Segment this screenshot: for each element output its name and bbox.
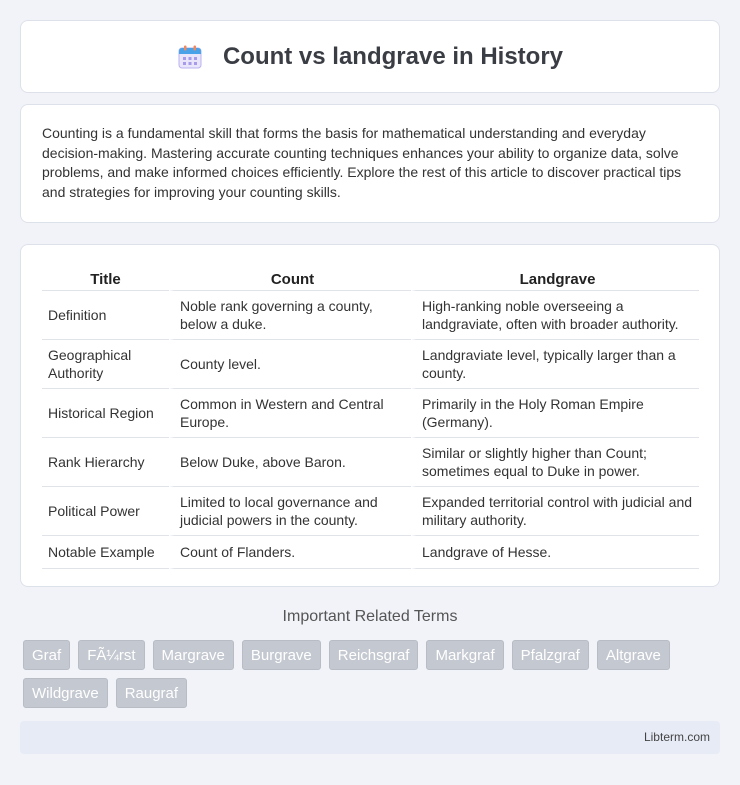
related-term-tag[interactable]: Reichsgraf: [329, 640, 419, 670]
related-term-tag[interactable]: Wildgrave: [23, 678, 108, 708]
related-term-tag[interactable]: Graf: [23, 640, 70, 670]
table-row: [42, 438, 699, 487]
related-terms-title: Important Related Terms: [282, 608, 458, 625]
comparison-table-card: [20, 244, 720, 587]
count-cell: Below Duke, above Baron.: [169, 438, 411, 487]
related-term-tag[interactable]: FÃ¼rst: [78, 640, 144, 670]
count-cell: Limited to local governance and judicial powers in the county.: [169, 487, 411, 536]
related-term-tag[interactable]: Raugraf: [116, 678, 187, 708]
comparison-table: [42, 265, 699, 569]
intro-text: Counting is a fundamental skill that forms the basis for mathematical understanding and everyday decision-making. Mastering accurate counting techniques enhances your ability to organize data, solve problems, and make informed choices efficiently. Explore the rest of this article to discover practical tips and strategies for improving your counting skills.: [42, 125, 682, 200]
landgrave-cell: Landgrave of Hesse.: [411, 536, 699, 569]
landgrave-cell: Landgraviate level, typically larger than a county.: [411, 340, 699, 389]
related-term-tag[interactable]: Altgrave: [597, 640, 670, 670]
landgrave-cell: Primarily in the Holy Roman Empire (Germany).: [411, 389, 699, 438]
count-cell: Count of Flanders.: [169, 536, 411, 569]
related-term-tag[interactable]: Margrave: [153, 640, 234, 670]
related-term-tag[interactable]: Markgraf: [426, 640, 503, 670]
landgrave-cell: Similar or slightly higher than Count; sometimes equal to Duke in power.: [411, 438, 699, 487]
row-title: Geographical Authority: [42, 340, 169, 389]
calendar-icon: [177, 44, 203, 70]
related-term-tag[interactable]: Burgrave: [242, 640, 321, 670]
row-title: Historical Region: [42, 389, 169, 438]
table-row: [42, 340, 699, 389]
table-row: [42, 536, 699, 569]
row-title: Definition: [42, 291, 169, 340]
row-title: Rank Hierarchy: [42, 438, 169, 487]
column-header-count: Count: [169, 265, 411, 291]
table-row: [42, 389, 699, 438]
row-title: Political Power: [42, 487, 169, 536]
column-header-landgrave: Landgrave: [411, 265, 699, 291]
header-card: [20, 20, 720, 93]
count-cell: Common in Western and Central Europe.: [169, 389, 411, 438]
table-row: [42, 291, 699, 340]
row-title: Notable Example: [42, 536, 169, 569]
related-term-tag[interactable]: Pfalzgraf: [512, 640, 589, 670]
landgrave-cell: High-ranking noble overseeing a landgraviate, often with broader authority.: [411, 291, 699, 340]
count-cell: Noble rank governing a county, below a duke.: [169, 291, 411, 340]
related-terms-list: [23, 640, 713, 708]
footer-brand-link[interactable]: Libterm.com: [643, 730, 710, 744]
count-cell: County level.: [169, 340, 411, 389]
page-title: Count vs landgrave in History: [222, 42, 564, 70]
table-header-row: [42, 265, 699, 291]
column-header-title: Title: [42, 265, 169, 291]
landgrave-cell: Expanded territorial control with judicial and military authority.: [411, 487, 699, 536]
table-row: [42, 487, 699, 536]
intro-card: [20, 104, 720, 223]
footer: [20, 721, 720, 754]
